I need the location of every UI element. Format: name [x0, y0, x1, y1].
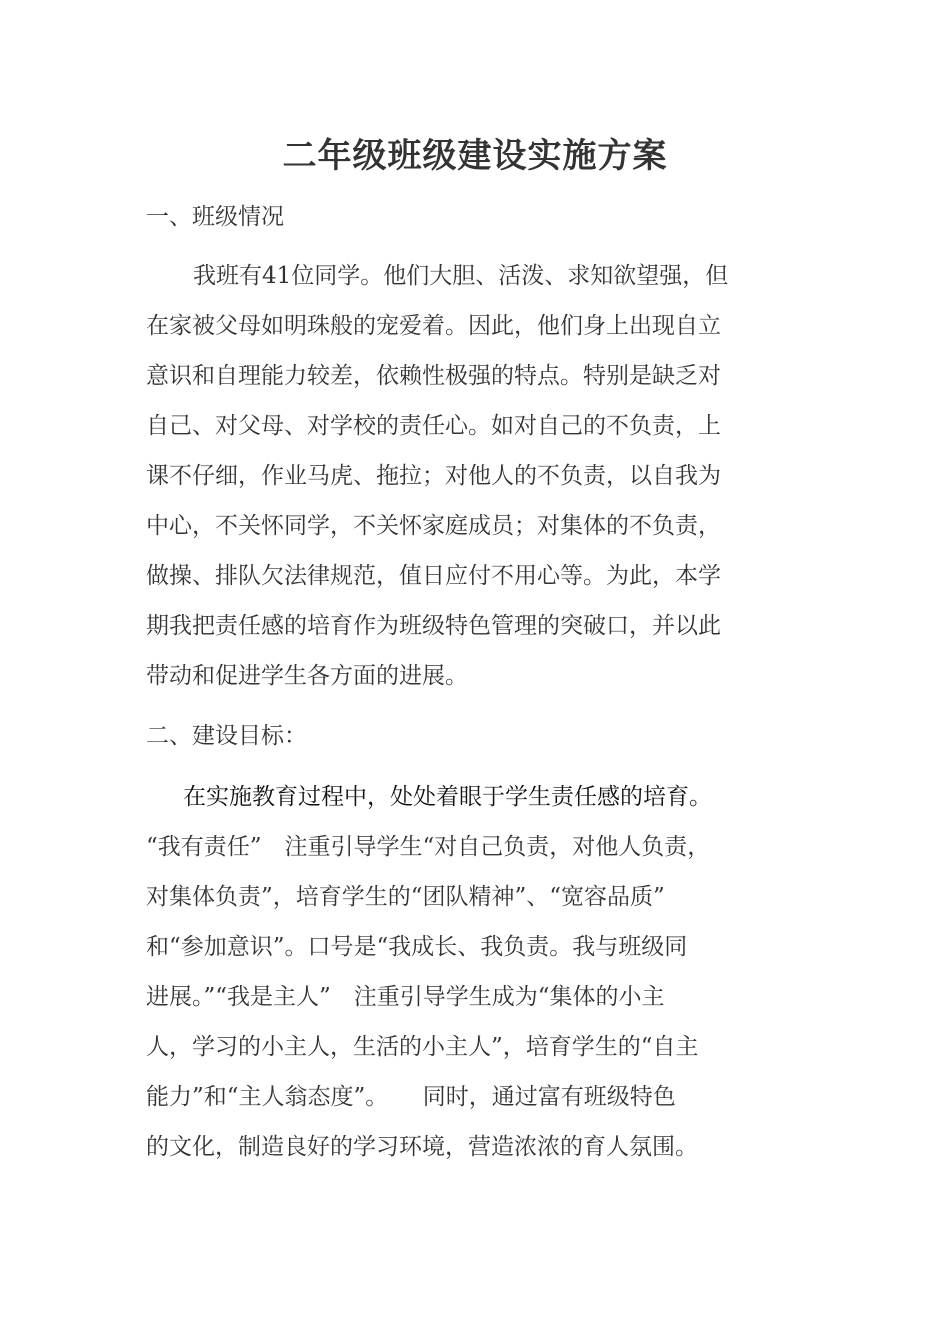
document-title: 二年级班级建设实施方案 [282, 136, 668, 176]
paragraph-line: 的文化，制造良好的学习环境，营造浓浓的育人氛围。 [146, 1134, 698, 1160]
paragraph-line: 中心，不关怀同学，不关怀家庭成员；对集体的不负责， [146, 513, 721, 539]
paragraph-line: 自己、对父母、对学校的责任心。如对自己的不负责，上 [146, 413, 721, 439]
paragraph-line: 人，学习的小主人，生活的小主人”，培育学生的“自主 [146, 1034, 699, 1060]
paragraph-line: 进展。”“我是主人” 注重引导学生成为“集体的小主 [146, 984, 665, 1010]
paragraph-line: 我班有41位同学。他们大胆、活泼、求知欲望强，但 [170, 263, 729, 289]
paragraph-line: “我有责任” 注重引导学生“对自己负责，对他人负责， [146, 834, 711, 860]
paragraph-line: 能力”和“主人翁态度”。 同时，通过富有班级特色 [146, 1084, 676, 1110]
paragraph-line: 对集体负责”，培育学生的“团队精神”、“宽容品质” [146, 884, 665, 910]
paragraph-line: 意识和自理能力较差，依赖性极强的特点。特别是缺乏对 [146, 363, 721, 389]
paragraph-line: 课不仔细，作业马虎、拖拉；对他人的不负责，以自我为 [146, 463, 721, 489]
paragraph-line: 做操、排队欠法律规范，值日应付不用心等。为此，本学 [146, 563, 721, 589]
section-heading-goals: 二、建设目标： [146, 723, 307, 749]
paragraph-line: 期我把责任感的培育作为班级特色管理的突破口，并以此 [146, 613, 721, 639]
paragraph-line: 在实施教育过程中，处处着眼于学生责任感的培育。 [160, 784, 712, 810]
paragraph-line: 在家被父母如明珠般的宠爱着。因此，他们身上出现自立 [146, 313, 721, 339]
section-heading-class-situation: 一、班级情况 [146, 204, 284, 230]
paragraph-line: 带动和促进学生各方面的进展。 [146, 663, 468, 689]
paragraph-line: 和“参加意识”。口号是“我成长、我负责。我与班级同 [146, 934, 688, 960]
